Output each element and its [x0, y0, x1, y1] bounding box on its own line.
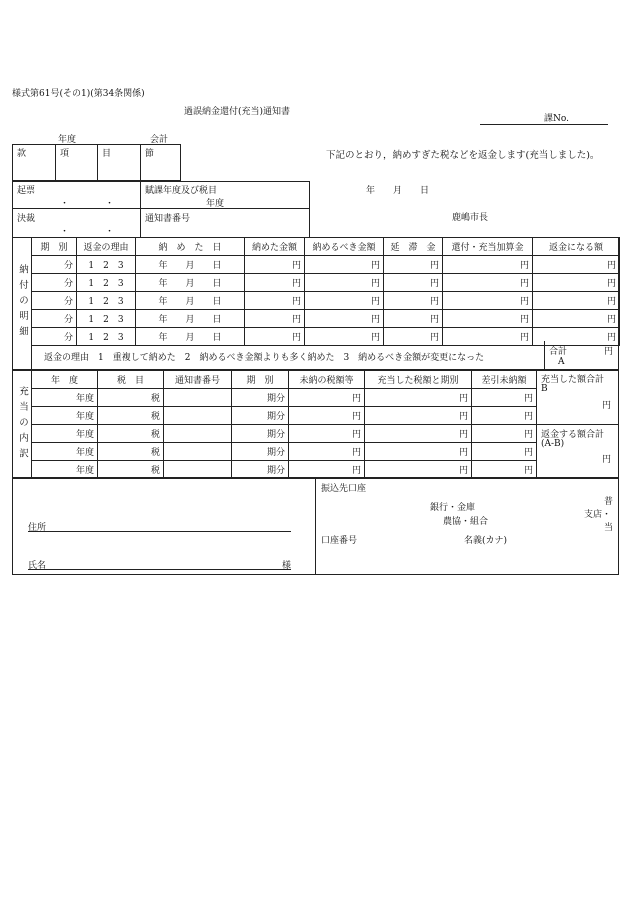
col-zeimoku: 税 目 — [98, 371, 164, 389]
cell-date: 年 月 日 — [136, 292, 245, 310]
refund-total-mark: (A-B) — [541, 439, 565, 449]
name-label: 氏名 — [28, 561, 47, 571]
cell-late: 円 — [384, 328, 443, 346]
account-type-futsu: 普 — [604, 497, 614, 507]
kessai-date-dots: ・ ・ — [60, 227, 115, 237]
issue-date: 年 月 日 — [366, 186, 430, 196]
allocation-side-label: 充当の内訳 — [17, 386, 28, 464]
cell-date: 年 月 日 — [136, 256, 245, 274]
cell-ki: 分 — [32, 292, 77, 310]
moku-label: 目 — [102, 149, 112, 159]
kessai-label: 決裁 — [17, 214, 36, 224]
table-row — [32, 292, 620, 310]
col-refund: 返金になる額 — [533, 238, 620, 256]
col-balance: 差引未納額 — [472, 371, 537, 389]
cell-applied: 円 — [365, 461, 472, 479]
cell-late: 円 — [384, 292, 443, 310]
table-row — [32, 274, 620, 292]
kihyo-date-dots: ・ ・ — [60, 199, 115, 209]
form-number: 様式第61号(その1)(第34条関係) — [12, 89, 145, 99]
applied-total-label: 充当した額合計 — [541, 375, 605, 385]
account-holder-label: 名義(カナ) — [464, 536, 508, 546]
cell-diff: 円 — [472, 389, 537, 407]
cell-reason: 1 2 3 — [77, 292, 136, 310]
branch-label: 支店・ — [584, 510, 612, 520]
table-row — [32, 407, 537, 425]
col-additional: 還付・充当加算金 — [443, 238, 533, 256]
divider — [12, 181, 13, 237]
divider — [140, 144, 141, 181]
col-reason: 返金の理由 — [77, 238, 136, 256]
cell-paid: 円 — [245, 310, 305, 328]
applied-total-yen: 円 — [602, 401, 612, 411]
name-line — [28, 569, 291, 570]
cell-refund: 円 — [533, 292, 620, 310]
cell-due: 円 — [305, 274, 384, 292]
notice-text: 下記のとおり，納めすぎた税などを返金します(充当しました)。 — [326, 150, 600, 161]
cell-reason: 1 2 3 — [77, 310, 136, 328]
cell-ki: 期分 — [232, 461, 289, 479]
cell-zei: 税 — [98, 425, 164, 443]
cell-reason: 1 2 3 — [77, 274, 136, 292]
table-row — [32, 461, 537, 479]
payment-details-side-label: 納付の明細 — [17, 264, 28, 342]
cell-zei: 税 — [98, 461, 164, 479]
cell-due: 円 — [305, 292, 384, 310]
total-a-mark: A — [558, 357, 565, 367]
cell-ki: 分 — [32, 256, 77, 274]
col-paid-amount: 納めた金額 — [245, 238, 305, 256]
assessment-year-label: 賦課年度及び税目 — [145, 186, 218, 196]
cell-unpaid: 円 — [289, 443, 365, 461]
cell-refund: 円 — [533, 256, 620, 274]
mayor-title: 鹿嶋市長 — [452, 213, 489, 223]
cell-add: 円 — [443, 310, 533, 328]
cell-date: 年 月 日 — [136, 310, 245, 328]
cell-nendo: 年度 — [32, 407, 98, 425]
cell-paid: 円 — [245, 274, 305, 292]
applied-total-mark: B — [541, 384, 548, 394]
cell-nendo: 年度 — [32, 461, 98, 479]
cell-nendo: 年度 — [32, 425, 98, 443]
refund-total-yen: 円 — [602, 455, 612, 465]
cell-date: 年 月 日 — [136, 274, 245, 292]
table-row — [32, 310, 620, 328]
account-type-touza: 当 — [604, 523, 614, 533]
cell-paid: 円 — [245, 256, 305, 274]
payment-details-table — [31, 237, 620, 346]
cell-add: 円 — [443, 292, 533, 310]
cell-add: 円 — [443, 274, 533, 292]
document-title: 過誤納金還付(充当)通知書 — [184, 107, 291, 117]
cell-unpaid: 円 — [289, 461, 365, 479]
cell-late: 円 — [384, 310, 443, 328]
divider — [97, 144, 98, 181]
bank-account-title: 振込先口座 — [321, 484, 367, 494]
cell-unpaid: 円 — [289, 389, 365, 407]
total-a-label: 合計 — [549, 347, 568, 357]
notice-number-label: 通知書番号 — [145, 214, 191, 224]
divider — [309, 181, 310, 237]
cell-applied: 円 — [365, 425, 472, 443]
col-late-fee: 延 滞 金 — [384, 238, 443, 256]
table-row — [32, 256, 620, 274]
section-number-label: 課No. — [544, 114, 569, 124]
cell-applied: 円 — [365, 407, 472, 425]
col-due-amount: 納めるべき金額 — [305, 238, 384, 256]
cell-refund: 円 — [533, 310, 620, 328]
cell-refund: 円 — [533, 328, 620, 346]
cell-nendo: 年度 — [32, 389, 98, 407]
cell-paid: 円 — [245, 292, 305, 310]
cell-zei: 税 — [98, 443, 164, 461]
cell-add: 円 — [443, 256, 533, 274]
cell-ki: 期分 — [232, 389, 289, 407]
col-kibetsu: 期 別 — [232, 371, 289, 389]
cell-ki: 期分 — [232, 443, 289, 461]
kan-label: 款 — [17, 149, 27, 159]
col-unpaid: 未納の税額等 — [289, 371, 365, 389]
cell-ki: 期分 — [232, 407, 289, 425]
cell-diff: 円 — [472, 425, 537, 443]
cell-unpaid: 円 — [289, 407, 365, 425]
refund-reason-note: 返金の理由 1 重複して納めた 2 納めるべき金額よりも多く納めた 3 納めるべき金額が変更になった — [44, 353, 485, 363]
cell-diff: 円 — [472, 407, 537, 425]
account-label: 会計 — [150, 135, 169, 145]
cell-add: 円 — [443, 328, 533, 346]
address-label: 住所 — [28, 523, 47, 533]
divider — [536, 424, 619, 425]
fiscal-year-label: 年度 — [58, 135, 77, 145]
cell-nendo: 年度 — [32, 443, 98, 461]
table-row — [32, 389, 537, 407]
cell-refund: 円 — [533, 274, 620, 292]
cell-paid: 円 — [245, 328, 305, 346]
allocation-table — [31, 370, 537, 479]
cell-late: 円 — [384, 256, 443, 274]
table-row — [32, 425, 537, 443]
table-row — [32, 328, 620, 346]
cell-reason: 1 2 3 — [77, 256, 136, 274]
cell-ki: 期分 — [232, 425, 289, 443]
col-paid-date: 納 め た 日 — [136, 238, 245, 256]
bank-type-1: 銀行・金庫 — [430, 503, 476, 513]
account-number-label: 口座番号 — [321, 536, 358, 546]
cell-notice-no — [164, 443, 232, 461]
cell-applied: 円 — [365, 443, 472, 461]
section-number-underline — [480, 124, 608, 125]
divider — [55, 144, 56, 181]
cell-zei: 税 — [98, 407, 164, 425]
cell-unpaid: 円 — [289, 425, 365, 443]
cell-notice-no — [164, 425, 232, 443]
payment-details-header — [32, 238, 620, 256]
col-ki: 期 別 — [32, 238, 77, 256]
cell-date: 年 月 日 — [136, 328, 245, 346]
cell-due: 円 — [305, 310, 384, 328]
kou-label: 項 — [60, 149, 70, 159]
cell-ki: 分 — [32, 274, 77, 292]
divider — [12, 208, 309, 209]
divider — [315, 478, 316, 575]
col-notice-no: 通知書番号 — [164, 371, 232, 389]
table-row — [32, 443, 537, 461]
sama-label: 様 — [282, 561, 292, 571]
cell-ki: 分 — [32, 310, 77, 328]
col-applied: 充当した税額と期別 — [365, 371, 472, 389]
bank-type-2: 農協・組合 — [443, 517, 489, 527]
cell-diff: 円 — [472, 461, 537, 479]
allocation-header — [32, 371, 537, 389]
divider — [12, 181, 309, 182]
cell-zei: 税 — [98, 389, 164, 407]
refund-total-label: 返金する額合計 — [541, 430, 605, 440]
cell-notice-no — [164, 461, 232, 479]
cell-diff: 円 — [472, 443, 537, 461]
cell-late: 円 — [384, 274, 443, 292]
address-line — [28, 531, 291, 532]
col-nendo: 年 度 — [32, 371, 98, 389]
divider — [544, 341, 545, 370]
setsu-label: 節 — [145, 149, 155, 159]
cell-notice-no — [164, 389, 232, 407]
kihyo-label: 起票 — [17, 186, 36, 196]
cell-reason: 1 2 3 — [77, 328, 136, 346]
cell-due: 円 — [305, 328, 384, 346]
cell-notice-no — [164, 407, 232, 425]
total-a-yen: 円 — [604, 347, 614, 357]
cell-due: 円 — [305, 256, 384, 274]
divider — [140, 181, 141, 237]
cell-applied: 円 — [365, 389, 472, 407]
assessment-year-nendo: 年度 — [206, 199, 225, 209]
cell-ki: 分 — [32, 328, 77, 346]
